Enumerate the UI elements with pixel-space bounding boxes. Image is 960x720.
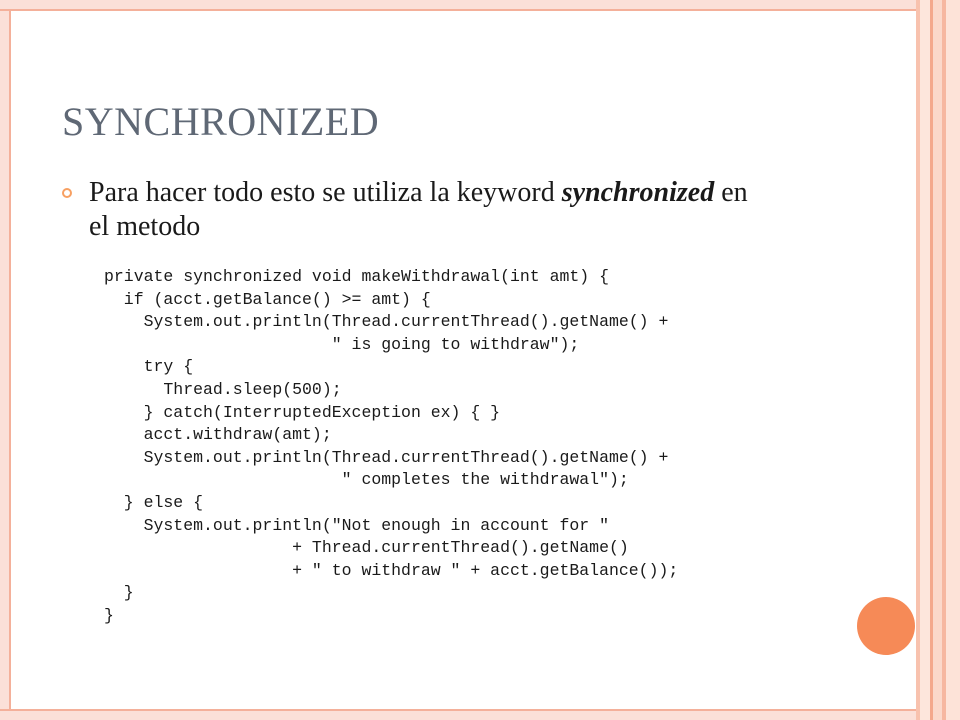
- code-block: [104, 266, 678, 628]
- code-line: } catch(InterruptedException ex) { }: [104, 402, 501, 422]
- code-line: " completes the withdrawal");: [104, 470, 629, 490]
- bullet-text-before: Para hacer todo esto se utiliza la keyword: [89, 177, 562, 208]
- orange-circle-decoration: [857, 597, 915, 655]
- code-line: System.out.println(Thread.currentThread().getName() +: [104, 312, 669, 332]
- right-stripes-decoration: [916, 0, 960, 720]
- code-line: try {: [104, 357, 194, 377]
- slide-title: SYNCHRONIZED: [62, 99, 380, 144]
- code-line: + " to withdraw " + acct.getBalance());: [104, 560, 679, 580]
- bullet-text-after: en el metodo: [89, 177, 748, 242]
- left-border-decoration: [0, 0, 11, 720]
- bullet-keyword: synchronized: [561, 177, 715, 208]
- bullet-text: [89, 176, 769, 244]
- code-line: if (acct.getBalance() >= amt) {: [104, 289, 431, 309]
- code-line: }: [104, 605, 114, 625]
- code-line: Thread.sleep(500);: [104, 379, 342, 399]
- code-line: }: [104, 583, 134, 603]
- bottom-border-decoration: [0, 709, 918, 720]
- code-line: System.out.println("Not enough in account for ": [104, 515, 609, 535]
- top-border-decoration: [0, 0, 918, 11]
- code-line: + Thread.currentThread().getName(): [104, 538, 629, 558]
- code-line: acct.withdraw(amt);: [104, 425, 332, 445]
- code-line: System.out.println(Thread.currentThread().getName() +: [104, 447, 669, 467]
- code-line: } else {: [104, 492, 204, 512]
- code-line: private synchronized void makeWithdrawal(int amt) {: [104, 267, 609, 286]
- hollow-circle-bullet-icon: [62, 188, 72, 198]
- code-line: " is going to withdraw");: [104, 334, 580, 354]
